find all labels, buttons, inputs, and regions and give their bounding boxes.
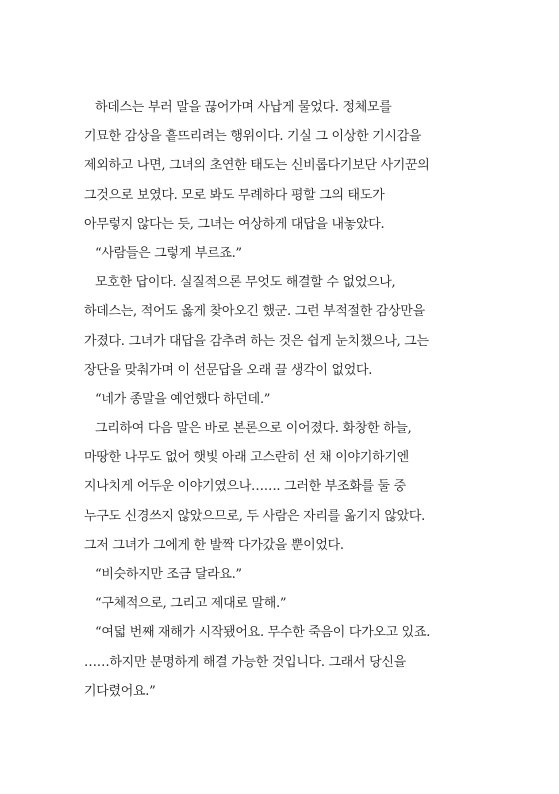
- paragraph-line: 하데스는, 적어도 옳게 찾아오긴 했군. 그런 부적절한 감상만을: [84, 304, 425, 320]
- dialogue-line: “네가 종말을 예언했다 하던데.”: [95, 391, 271, 407]
- paragraph-line: 가졌다. 그녀가 대답을 감추려 하는 것은 쉽게 눈치챘으나, 그는: [84, 333, 429, 349]
- paragraph-line: 누구도 신경쓰지 않았으므로, 두 사람은 자리를 옮기지 않았다.: [84, 508, 425, 524]
- paragraph-line: 장단을 맞춰가며 이 선문답을 오래 끌 생각이 없었다.: [84, 362, 373, 378]
- body-text: [84, 93, 484, 706]
- dialogue-line: 기다렸어요.”: [84, 683, 156, 699]
- dialogue-line: “여덟 번째 재해가 시작됐어요. 무수한 죽음이 다가오고 있죠.: [95, 625, 431, 641]
- paragraph-line: 모호한 답이다. 실질적으론 무엇도 해결할 수 없었으나,: [95, 275, 396, 291]
- paragraph-line: 기묘한 감상을 흩뜨리려는 행위이다. 기실 그 이상한 기시감을: [84, 129, 422, 145]
- paragraph-line: 그것으로 보였다. 모로 봐도 무례하다 평할 그의 태도가: [84, 187, 385, 203]
- paragraph-line: 그리하여 다음 말은 바로 본론으로 이어졌다. 화창한 하늘,: [95, 421, 412, 437]
- dialogue-line: “비슷하지만 조금 달라요.”: [95, 567, 242, 582]
- dialogue-line: ……하지만 분명하게 해결 가능한 것입니다. 그래서 당신을: [84, 654, 406, 670]
- paragraph-line: 아무렇지 않다는 듯, 그녀는 여상하게 대답을 내놓았다.: [84, 216, 385, 232]
- paragraph-line: 제외하고 나면, 그녀의 초연한 태도는 신비롭다기보단 사기꾼의: [84, 158, 430, 174]
- paragraph-line: 그저 그녀가 그에게 한 발짝 다가갔을 뿐이었다.: [84, 537, 344, 553]
- dialogue-line: “구체적으로, 그리고 제대로 말해.”: [95, 596, 287, 612]
- dialogue-line: “사람들은 그렇게 부르죠.”: [95, 245, 242, 261]
- paragraph-line: 지나치게 어두운 이야기였으나……. 그러한 부조화를 둘 중: [84, 479, 406, 495]
- paragraph-line: 하데스는 부러 말을 끊어가며 사납게 물었다. 정체모를: [95, 100, 392, 115]
- paragraph-line: 마땅한 나무도 없어 햇빛 아래 고스란히 선 채 이야기하기엔: [84, 450, 409, 466]
